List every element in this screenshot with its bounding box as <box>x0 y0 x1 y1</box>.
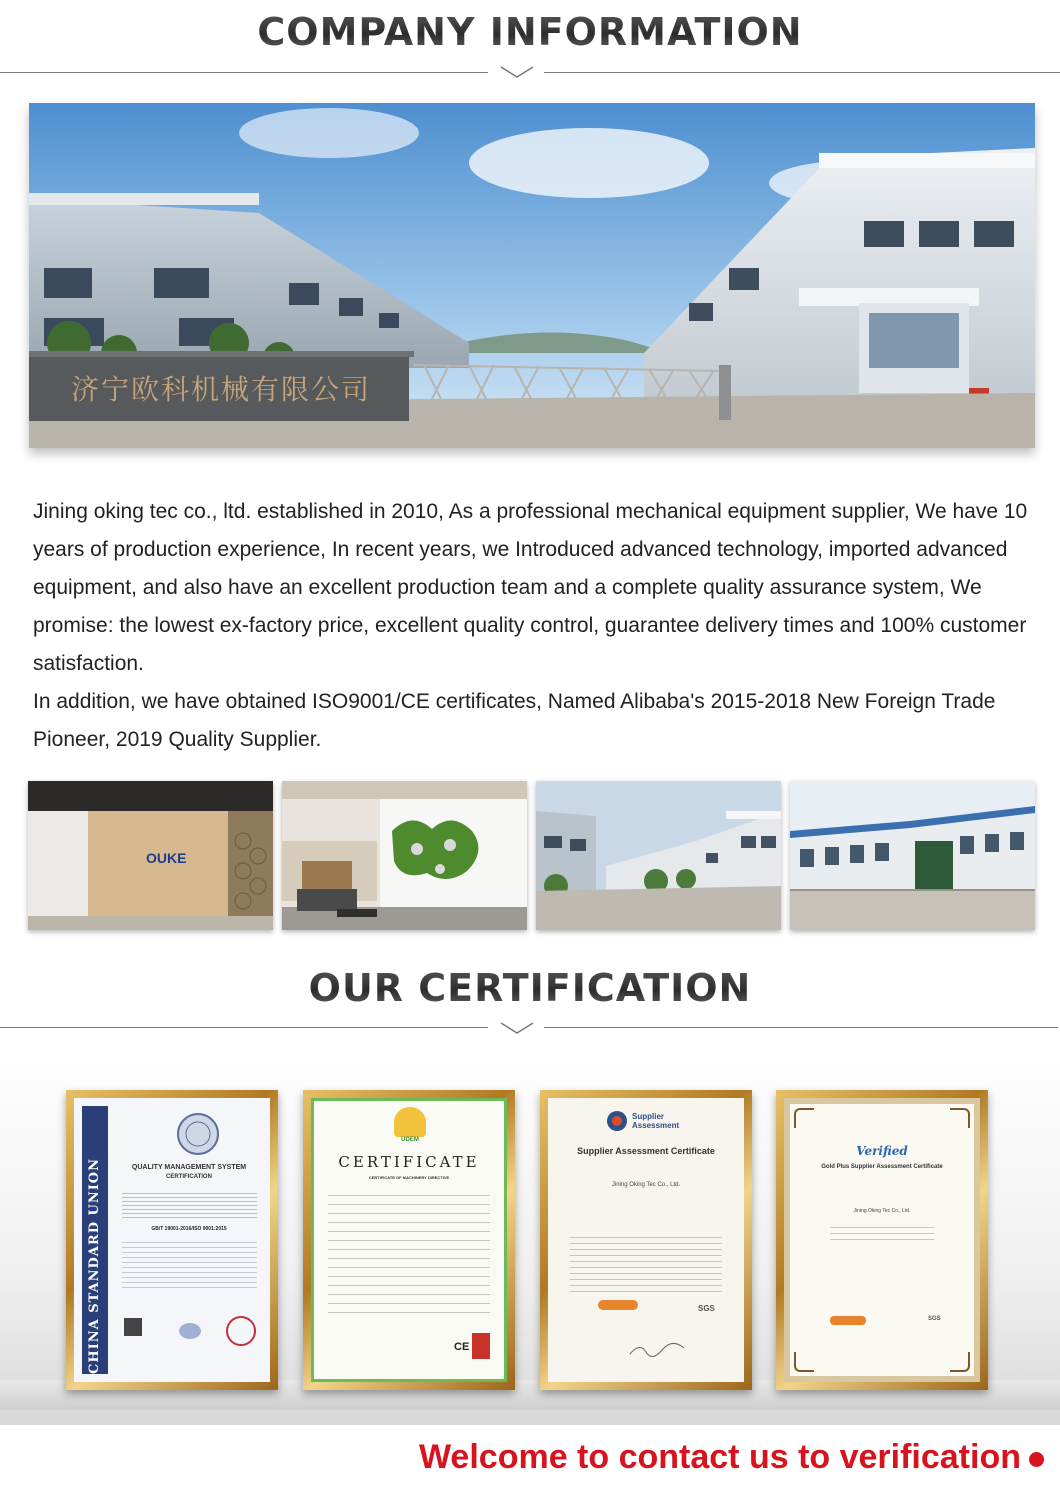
ornament-corner-icon <box>950 1352 970 1372</box>
description-paragraph-2: In addition, we have obtained ISO9001/CE certificates, Named Alibaba's 2015-2018 New Foreign Trade Pioneer, 2019 Quality Supplier. <box>33 690 996 751</box>
assessment-logo-icon <box>606 1110 628 1132</box>
cert3-brand: Supplier Assessment <box>632 1112 680 1130</box>
chevron-down-icon <box>500 66 534 78</box>
qr-code-icon <box>124 1318 142 1336</box>
cert4-mark: SGS <box>928 1316 941 1322</box>
cert3-company: Jining Oking Tec Co., Ltd. <box>611 1182 681 1188</box>
cert4-title: Gold Plus Supplier Assessment Certificate <box>821 1164 943 1170</box>
cert3-title: Supplier Assessment Certificate <box>577 1146 715 1156</box>
certificate-ce-machinery <box>303 1090 515 1390</box>
cert1-title: QUALITY MANAGEMENT SYSTEM <box>131 1164 247 1171</box>
cert-divider-left <box>0 1027 488 1028</box>
certificate-quality-management <box>66 1090 278 1390</box>
contact-text: Welcome to contact us to verification <box>418 1438 1021 1476</box>
lobby-logo-text: OUKE <box>146 850 187 866</box>
cert3-table-lines <box>570 1232 722 1292</box>
cert2-subtitle: CERTIFICATE OF MACHINERY DIRECTIVE <box>368 1175 450 1180</box>
factory-photo <box>29 103 1035 448</box>
heading-divider-left <box>0 72 488 73</box>
cert1-body-lines <box>122 1190 257 1220</box>
certificate-supplier-assessment <box>540 1090 752 1390</box>
cert1-red-stamp-icon <box>226 1316 256 1346</box>
ornament-corner-icon <box>950 1108 970 1128</box>
cert2-table-lines <box>328 1187 490 1317</box>
contact-verification-text <box>419 1438 1044 1477</box>
cert4-body-lines <box>830 1222 934 1242</box>
certificate-gold-plus <box>776 1090 988 1390</box>
bullet-dot-icon <box>1029 1452 1044 1467</box>
alibaba-logo-icon <box>830 1316 866 1325</box>
certification-heading: OUR CERTIFICATION <box>0 966 1060 1010</box>
udem-badge-icon <box>394 1107 426 1137</box>
company-description <box>33 493 1038 759</box>
gate-sign-text: 济宁欧科机械有限公司 <box>71 373 372 406</box>
cert4-company: Jining Oking Tec Co., Ltd. <box>853 1208 911 1214</box>
chevron-down-icon <box>500 1022 534 1034</box>
signature-icon <box>628 1340 688 1360</box>
cert-divider-right <box>544 1027 1058 1028</box>
cert1-body-lines-2 <box>122 1238 257 1288</box>
cert2-badge: UDEM <box>401 1137 419 1143</box>
gallery-lobby-photo <box>28 781 273 930</box>
ornament-corner-icon <box>794 1108 814 1128</box>
gallery-workshop-photo <box>790 781 1035 930</box>
cert4-brand: Verified <box>856 1144 908 1158</box>
description-paragraph-1: Jining oking tec co., ltd. established in 2010, As a professional mechanical equipment supplier, We have 10 years of production experience, In recent years, we Introduced advanced technology, imported advanced equipment, and also have an excellent production team and a complete quality assurance system, We promise: the lowest ex-factory price, excellent quality control, guarantee delivery times and 100% customer satisfaction. <box>33 500 1028 675</box>
ornament-corner-icon <box>794 1352 814 1372</box>
ce-mark-icon: CE <box>454 1341 470 1353</box>
cert1-logo-icon <box>179 1323 201 1339</box>
cert1-subtitle: CERTIFICATION <box>166 1174 212 1180</box>
heading-divider-right <box>544 72 1060 73</box>
gallery-office-photo <box>282 781 527 930</box>
gallery-factory-yard-photo <box>536 781 781 930</box>
company-info-heading: COMPANY INFORMATION <box>0 10 1060 54</box>
cert3-mark: SGS <box>698 1304 715 1313</box>
cert1-standard: GB/T 19001-2016/ISO 9001:2015 <box>151 1226 227 1232</box>
cert2-title: CERTIFICATE <box>338 1153 480 1171</box>
cert2-stamp-icon <box>472 1333 490 1359</box>
cert1-side-text: CHINA STANDARD UNION <box>87 1158 102 1374</box>
alibaba-logo-icon <box>598 1300 638 1310</box>
cert1-seal-icon <box>176 1112 220 1156</box>
